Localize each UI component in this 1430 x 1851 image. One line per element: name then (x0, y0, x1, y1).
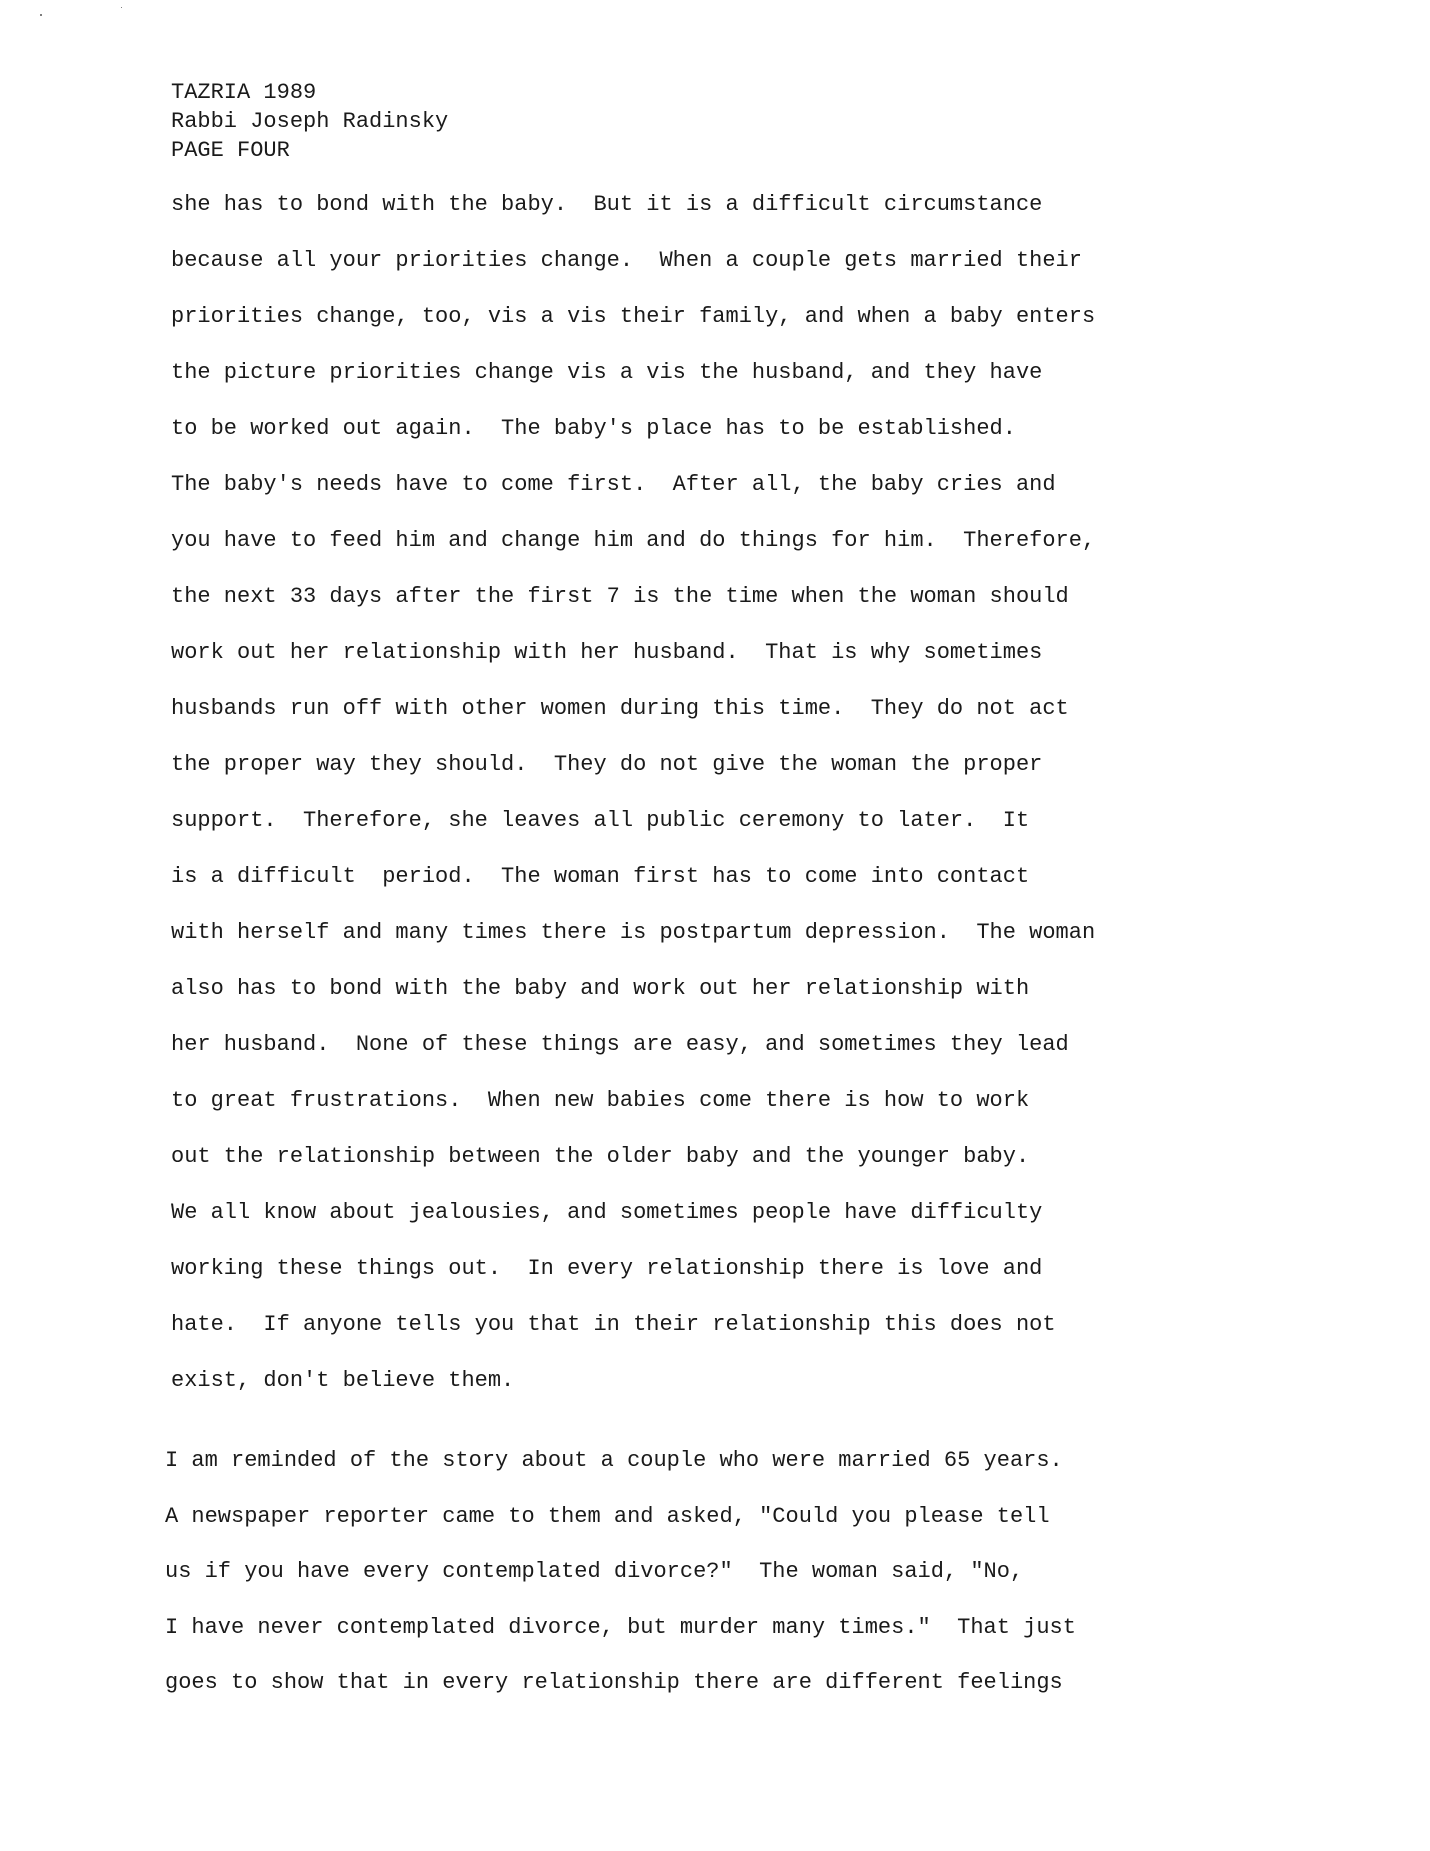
text-line: you have to feed him and change him and do things for him. Therefore, (171, 528, 1096, 553)
document-title: TAZRIA 1989 (171, 80, 317, 105)
document-author: Rabbi Joseph Radinsky (171, 109, 449, 134)
paragraph-1 (171, 190, 1171, 1422)
text-line: is a difficult period. The woman first has to come into contact (171, 864, 1030, 889)
text-line: us if you have every contemplated divorce?" The woman said, "No, (165, 1559, 1024, 1584)
paragraph-2 (165, 1446, 1165, 1724)
text-line: with herself and many times there is postpartum depression. The woman (171, 920, 1096, 945)
text-line: priorities change, too, vis a vis their family, and when a baby enters (171, 304, 1096, 329)
scan-speck (40, 14, 42, 16)
text-line: A newspaper reporter came to them and asked, "Could you please tell (165, 1503, 1050, 1529)
text-line: hate. If anyone tells you that in their relationship this does not (171, 1312, 1056, 1337)
text-line: the next 33 days after the first 7 is the time when the woman should (171, 584, 1069, 609)
scan-speck (121, 7, 122, 8)
text-line: to great frustrations. When new babies come there is how to work (171, 1088, 1030, 1113)
text-line: We all know about jealousies, and sometimes people have difficulty (171, 1200, 1043, 1225)
text-line: the proper way they should. They do not give the woman the proper (171, 752, 1043, 777)
text-line: exist, don't believe them. (171, 1368, 515, 1393)
text-line: I am reminded of the story about a couple who were married 65 years. (165, 1448, 1063, 1473)
text-line: out the relationship between the older baby and the younger baby. (171, 1144, 1030, 1169)
text-line: because all your priorities change. When a couple gets married their (171, 248, 1082, 273)
text-line: working these things out. In every relationship there is love and (171, 1256, 1043, 1281)
text-line: also has to bond with the baby and work out her relationship with (171, 976, 1030, 1001)
document-header (171, 78, 448, 165)
text-line: to be worked out again. The baby's place has to be established. (171, 416, 1016, 441)
page-label: PAGE FOUR (171, 138, 290, 163)
text-line: goes to show that in every relationship there are different feelings (165, 1670, 1063, 1695)
text-line: her husband. None of these things are easy, and sometimes they lead (171, 1032, 1069, 1057)
text-line: the picture priorities change vis a vis the husband, and they have (171, 360, 1043, 385)
text-line: she has to bond with the baby. But it is a difficult circumstance (171, 192, 1043, 217)
text-line: I have never contemplated divorce, but murder many times." That just (165, 1614, 1076, 1640)
text-line: The baby's needs have to come first. After all, the baby cries and (171, 472, 1056, 497)
text-line: work out her relationship with her husband. That is why sometimes (171, 640, 1043, 665)
text-line: husbands run off with other women during this time. They do not act (171, 696, 1069, 721)
text-line: support. Therefore, she leaves all public ceremony to later. It (171, 808, 1030, 833)
